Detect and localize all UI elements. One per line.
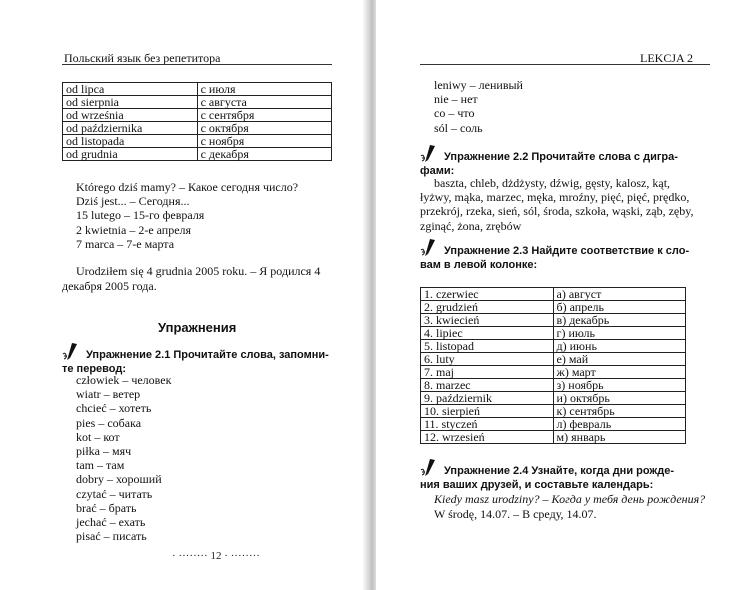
table-cell-polish: 11. styczeń [421, 418, 554, 431]
exercise-2-3-heading [420, 244, 720, 274]
table-row [421, 392, 686, 405]
table-cell-russian: с августа [197, 96, 331, 109]
table-row [421, 340, 686, 353]
table-cell-russian: к) сентябрь [553, 405, 685, 418]
table-cell-russian: б) апрель [553, 301, 685, 314]
vocab-list [76, 373, 171, 543]
table-cell-russian: г) июль [553, 327, 685, 340]
table-cell-russian: с сентября [197, 109, 331, 122]
header-rule-right [420, 64, 710, 65]
digraph-line: zginąć, żona, zrębów [420, 218, 522, 233]
dates-line: 7 marca – 7-е марта [76, 236, 175, 251]
page-number: · ········ 12 · ········ [172, 550, 260, 562]
example-question: Kiedy masz urodziny? – Когда у тебя день рождения? [434, 492, 706, 506]
dates-line: 15 lutego – 15-го февраля [76, 208, 205, 223]
vocab-item: pisać – писать [76, 529, 147, 544]
exercise-2-4-title-cont: ния ваших друзей, и составьте календарь: [420, 479, 654, 491]
vocab-item: dobry – хороший [76, 472, 162, 487]
dates-examples [76, 180, 298, 251]
table-cell-russian: в) декабрь [553, 314, 685, 327]
header-rule-left [62, 64, 332, 65]
table-cell-polish: 4. lipiec [421, 327, 554, 340]
table-cell-russian: и) октябрь [553, 392, 685, 405]
exercise-2-2-title-cont: фами: [420, 165, 455, 177]
table-row [421, 288, 686, 301]
exercise-2-3-title-cont: вам в левой колонке: [420, 259, 538, 271]
exercise-2-1-title: Упражнение 2.1 Прочитайте слова, запомни- [86, 349, 329, 361]
vocab-item: nie – нет [434, 92, 478, 107]
vocab-item: chcieć – хотеть [76, 401, 152, 416]
pencil-writing-icon [62, 342, 82, 362]
matching-table [420, 287, 686, 444]
digraph-line: baszta, chleb, dżdżysty, dźwig, gęsty, kalosz, kąt, [434, 176, 671, 190]
vocab-item: człowiek – человек [76, 373, 172, 387]
table-cell-polish: od września [63, 109, 198, 122]
dates-line: Dziś jest... – Сегодня... [76, 194, 190, 209]
vocab-item: leniwy – ленивый [434, 78, 523, 92]
table-cell-polish: od listopada [63, 135, 198, 148]
table-cell-polish: od października [63, 122, 198, 135]
table-cell-russian: м) январь [553, 431, 685, 444]
table-cell-polish: 8. marzec [421, 379, 554, 392]
pencil-writing-icon [420, 458, 440, 478]
digraph-line: przekrój, rzeka, sień, sól, środa, szkoła, wąski, ząb, zęby, [420, 204, 694, 219]
pencil-writing-icon [420, 238, 440, 258]
table-row [421, 353, 686, 366]
table-cell-polish: 2. grudzień [421, 301, 554, 314]
table-row [63, 96, 332, 109]
table-cell-polish: 10. sierpień [421, 405, 554, 418]
exercise-2-4-heading [420, 464, 720, 494]
exercise-2-3-title: Упражнение 2.3 Найдите соответствие к сло- [444, 245, 690, 257]
vocab-item: czytać – читать [76, 486, 153, 501]
table-row [421, 366, 686, 379]
table-row [63, 83, 332, 96]
dates-line: Którego dziś mamy? – Какое сегодня число? [76, 180, 299, 194]
vocab-item: sól – соль [434, 120, 483, 135]
born-line-1: Urodziłem się 4 grudnia 2005 roku. – Я родился 4 [76, 264, 321, 278]
vocab-item: wiatr – ветер [76, 387, 141, 402]
vocab-item: brać – брать [76, 500, 137, 515]
page-number-value: 12 [210, 550, 222, 562]
table-cell-polish: od grudnia [63, 148, 198, 161]
table-row [63, 135, 332, 148]
table-cell-polish: 6. luty [421, 353, 554, 366]
running-head-left: Польский язык без репетитора [64, 51, 221, 65]
digraph-words [420, 176, 694, 233]
table-cell-polish: 12. wrzesień [421, 431, 554, 444]
example-answer: W środę, 14.07. – В среду, 14.07. [434, 507, 597, 521]
vocab-item: jechać – ехать [76, 514, 146, 529]
table-cell-russian: а) август [553, 288, 685, 301]
pencil-writing-icon [420, 144, 440, 164]
running-head-right: LEKCJA 2 [640, 51, 694, 65]
table-row [421, 379, 686, 392]
table-cell-russian: ж) март [553, 366, 685, 379]
table-cell-polish: od sierpnia [63, 96, 198, 109]
table-row [421, 314, 686, 327]
table-row [421, 431, 686, 444]
months-table [62, 82, 332, 161]
section-title: Упражнения [158, 320, 237, 335]
table-row [63, 148, 332, 161]
table-row [63, 109, 332, 122]
vocab-item: pies – собака [76, 415, 142, 430]
table-row [421, 418, 686, 431]
exercise-2-1-title-cont: те перевод: [62, 363, 126, 375]
vocab-item: co – что [434, 106, 475, 121]
table-cell-russian: с июля [197, 83, 331, 96]
table-row [421, 301, 686, 314]
table-cell-russian: с декабря [197, 148, 331, 161]
table-cell-polish: 1. czerwiec [421, 288, 554, 301]
table-row [421, 327, 686, 340]
table-cell-polish: od lipca [63, 83, 198, 96]
dates-line: 2 kwietnia – 2-е апреля [76, 222, 192, 237]
digraph-line: łyżwy, mąka, marzec, męka, mroźny, pięć, pięć, prędko, [420, 190, 690, 205]
table-cell-russian: з) ноябрь [553, 379, 685, 392]
table-row [421, 405, 686, 418]
exercise-2-2-title: Упражнение 2.2 Прочитайте слова с дигра- [444, 151, 678, 163]
exercise-2-4-title: Упражнение 2.4 Узнайте, когда дни рожде- [444, 465, 674, 477]
table-cell-polish: 9. październik [421, 392, 554, 405]
table-cell-polish: 3. kwiecień [421, 314, 554, 327]
left-page [0, 0, 368, 590]
table-cell-russian: л) февраль [553, 418, 685, 431]
table-cell-polish: 5. listopad [421, 340, 554, 353]
table-row [63, 122, 332, 135]
table-cell-russian: с октября [197, 122, 331, 135]
table-cell-russian: д) июнь [553, 340, 685, 353]
table-cell-polish: 7. maj [421, 366, 554, 379]
table-cell-russian: е) май [553, 353, 685, 366]
table-cell-russian: с ноября [197, 135, 331, 148]
born-line-2: декабря 2005 года. [62, 279, 157, 293]
vocab-item: piłka – мяч [76, 443, 132, 458]
vocab-item: tam – там [76, 458, 125, 473]
vocab-item: kot – кот [76, 429, 120, 444]
vocab-top-list [434, 78, 523, 135]
right-page [376, 0, 750, 590]
